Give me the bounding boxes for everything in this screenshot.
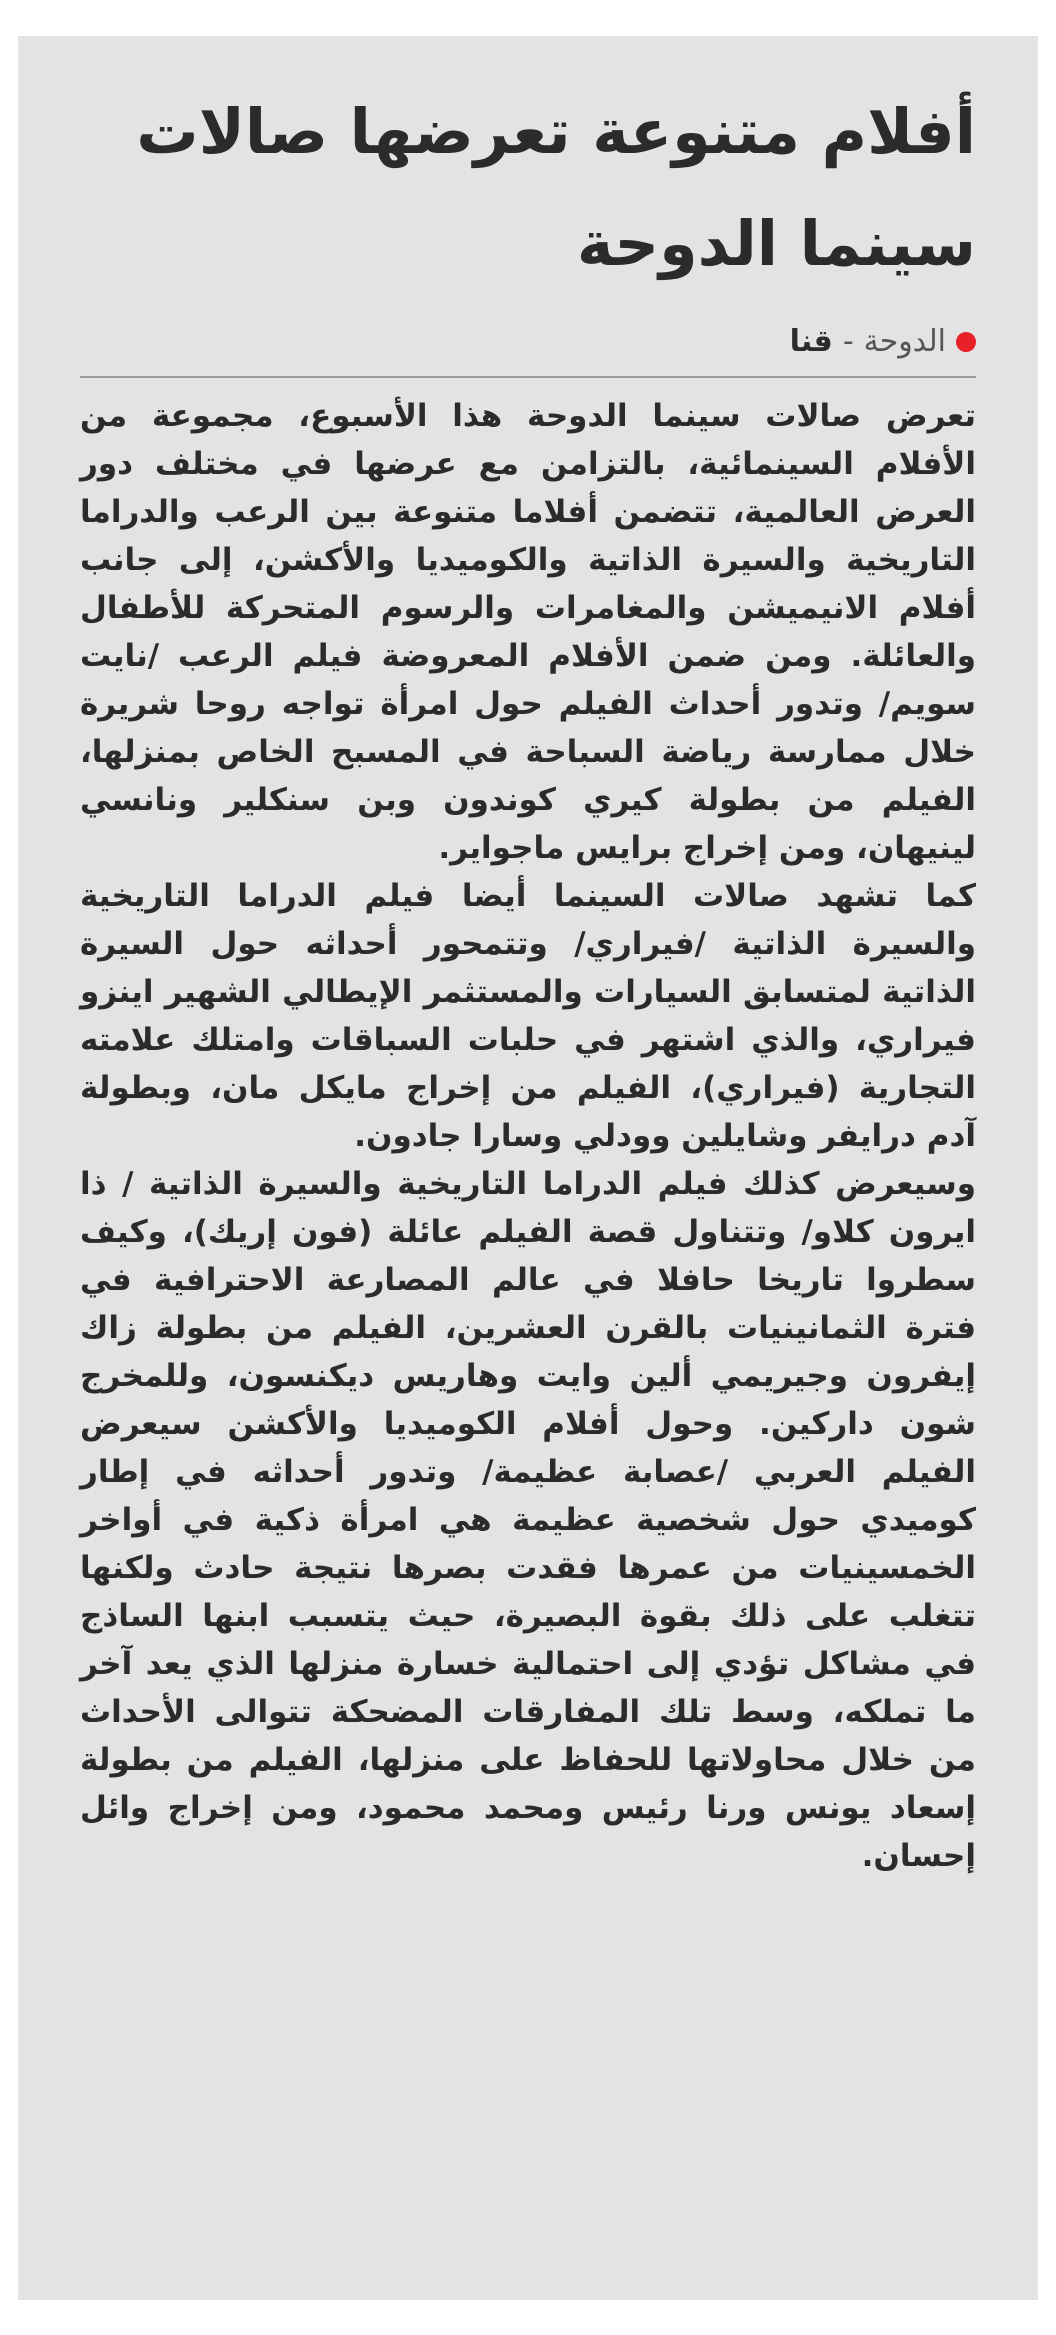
byline-agency: قنا — [789, 324, 833, 359]
article-paragraph: وسيعرض كذلك فيلم الدراما التاريخية والسيرة الذاتية / ذا ايرون كلاو/ وتتناول قصة الفيلم عائلة (فون إريك)، وكيف سطروا تاريخا حافلا في عالم المصارعة الاحترافية في فترة الثمانينيات بالقرن العشرين، الفيلم من بطولة زاك إيفرون وجيريمي ألين وايت وهاريس ديكنسون، وللمخرج شون داركين. وحول أفلام الكوميديا والأكشن سيعرض الفيلم العربي /عصابة عظيمة/ وتدور أحداثه في إطار كوميدي حول شخصية عظيمة هي امرأة ذكية في أواخر الخمسينيات من عمرها فقدت بصرها نتيجة حادث ولكنها تتغلب على ذلك بقوة البصيرة، حيث يتسبب ابنها الساذج في مشاكل تؤدي إلى احتمالية خسارة منزلها الذي يعد آخر ما تملكه، وسط تلك المفارقات المضحكة تتوالى الأحداث من خلال محاولاتها للحفاظ على منزلها، الفيلم من بطولة إسعاد يونس ورنا رئيس ومحمد محمود، ومن إخراج وائل إحسان. — [80, 1166, 976, 1874]
article-body — [80, 392, 976, 1880]
article-paragraph: تعرض صالات سينما الدوحة هذا الأسبوع، مجموعة من الأفلام السينمائية، بالتزامن مع عرضها في مختلف دور العرض العالمية، تتضمن أفلاما متنوعة بين الرعب والدراما التاريخية والسيرة الذاتية والكوميديا والأكشن، إلى جانب أفلام الانيميشن والمغامرات والرسوم المتحركة للأطفال والعائلة. ومن ضمن الأفلام المعروضة فيلم الرعب /نايت سويم/ وتدور أحداث الفيلم حول امرأة تواجه روحا شريرة خلال ممارسة رياضة السباحة في المسبح الخاص بمنزلها، الفيلم من بطولة كيري كوندون وبن سنكلير ونانسي لينيهان، ومن إخراج برايس ماجواير. — [80, 398, 976, 866]
byline-separator: - — [842, 324, 854, 359]
byline-city: الدوحة — [863, 324, 946, 359]
byline — [80, 322, 976, 378]
article-headline: أفلام متنوعة تعرضها صالات سينما الدوحة — [136, 95, 976, 280]
red-dot-icon — [956, 332, 976, 352]
article-card — [18, 36, 1038, 2300]
article-paragraph: كما تشهد صالات السينما أيضا فيلم الدراما التاريخية والسيرة الذاتية /فيراري/ وتتمحور أحداثه حول السيرة الذاتية لمتسابق السيارات والمستثمر الإيطالي الشهير اينزو فيراري، والذي اشتهر في حلبات السباقات وامتلك علامته التجارية (فيراري)، الفيلم من إخراج مايكل مان، وبطولة آدم درايفر وشايلين وودلي وسارا جادون. — [80, 878, 976, 1154]
